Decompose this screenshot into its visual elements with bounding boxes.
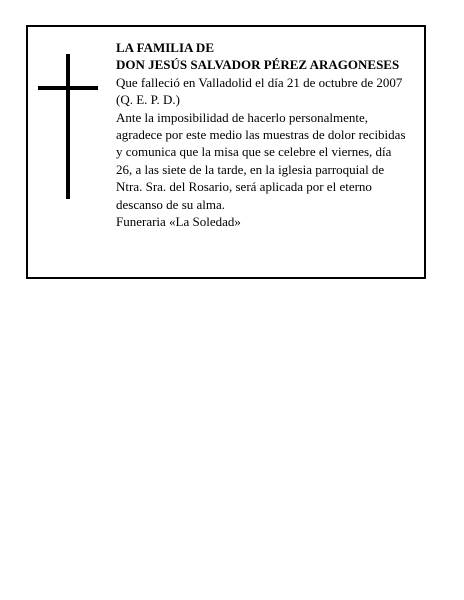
notice-heading-family: LA FAMILIA DE — [116, 40, 214, 55]
notice-heading-name: DON JESÚS SALVADOR PÉREZ ARAGONESES — [116, 57, 400, 73]
notice-rip: (Q. E. P. D.) — [116, 92, 180, 108]
notice-body-line: y comunica que la misa que se celebre el viernes, día — [116, 144, 392, 160]
obituary-notice — [26, 25, 426, 279]
notice-body-line: descanso de su alma. — [116, 196, 226, 212]
notice-text — [116, 39, 426, 230]
latin-cross-icon — [38, 54, 98, 202]
notice-body-line: 26, a las siete de la tarde, en la iglesia parroquial de — [116, 161, 385, 177]
notice-body-line: Ante la imposibilidad de hacerlo personalmente, — [116, 109, 368, 125]
cross-vertical-bar — [66, 54, 70, 199]
notice-death-line: Que falleció en Valladolid el día 21 de octubre de 2007 — [116, 74, 403, 90]
cross-horizontal-bar — [38, 86, 98, 90]
notice-body-line: Ntra. Sra. del Rosario, será aplicada por el eterno — [116, 179, 372, 195]
notice-body-line: agradece por este medio las muestras de dolor recibidas — [116, 127, 406, 143]
notice-signature: Funeraria «La Soledad» — [116, 214, 241, 230]
